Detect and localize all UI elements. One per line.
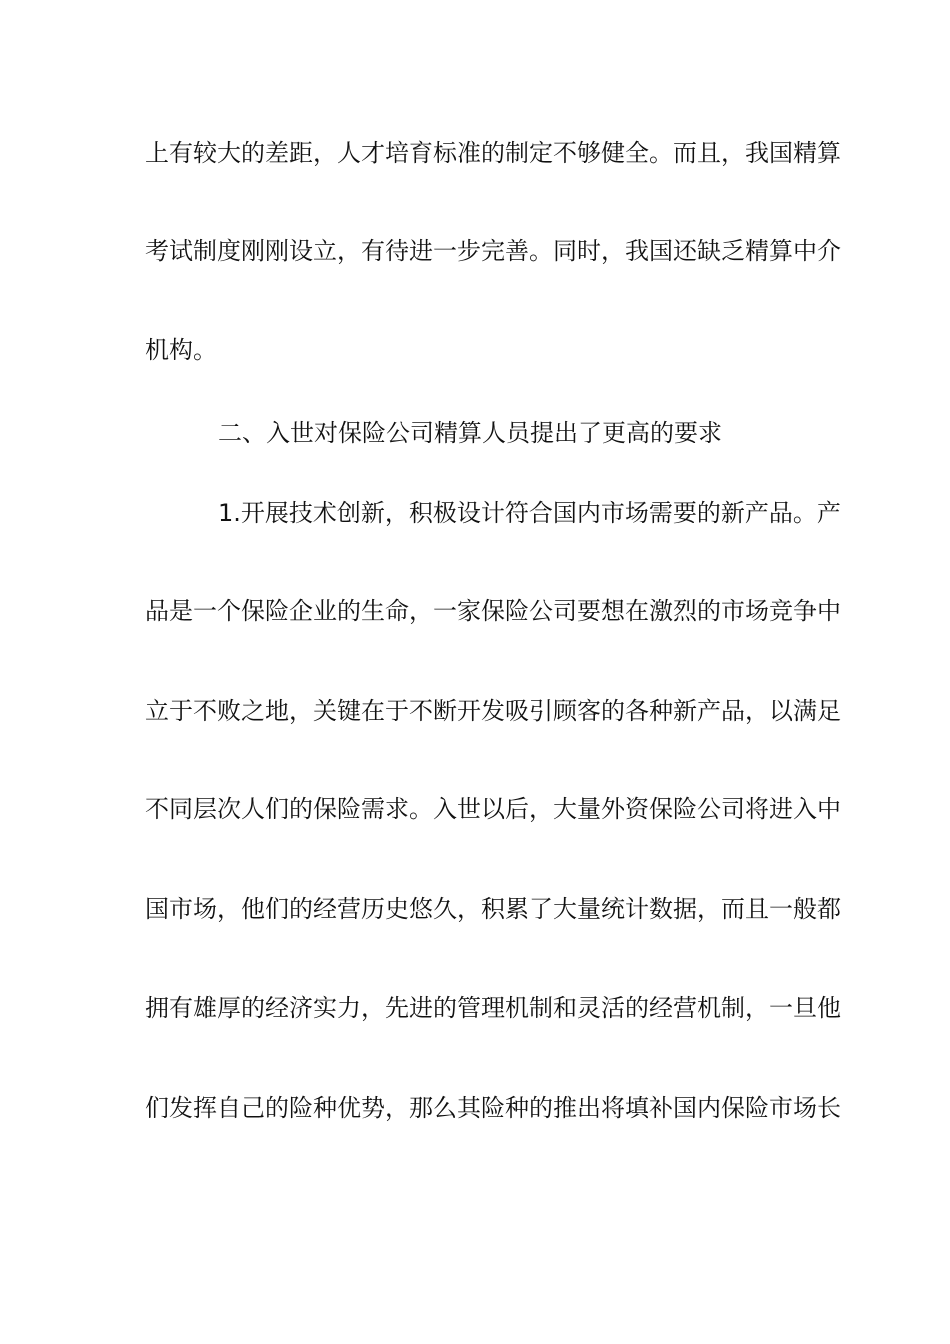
paragraph-line: 不同层次人们的保险需求。入世以后，大量外资保险公司将进入中 [145,795,841,823]
paragraph-line: 上有较大的差距，人才培育标准的制定不够健全。而且，我国精算 [145,139,841,167]
section-heading: 二、入世对保险公司精算人员提出了更高的要求 [218,419,722,447]
paragraph-line: 们发挥自己的险种优势，那么其险种的推出将填补国内保险市场长 [145,1094,841,1122]
paragraph-line: 考试制度刚刚设立，有待进一步完善。同时，我国还缺乏精算中介 [145,237,841,265]
paragraph-line: 国市场，他们的经营历史悠久，积累了大量统计数据，而且一般都 [145,895,841,923]
paragraph-line: 立于不败之地，关键在于不断开发吸引顾客的各种新产品，以满足 [145,697,841,725]
paragraph-line: 机构。 [145,336,217,364]
paragraph-line: 品是一个保险企业的生命，一家保险公司要想在激烈的市场竞争中 [145,597,841,625]
paragraph-line: 1.开展技术创新，积极设计符合国内市场需要的新产品。产 [218,499,841,527]
paragraph-line: 拥有雄厚的经济实力，先进的管理机制和灵活的经营机制，一旦他 [145,994,841,1022]
